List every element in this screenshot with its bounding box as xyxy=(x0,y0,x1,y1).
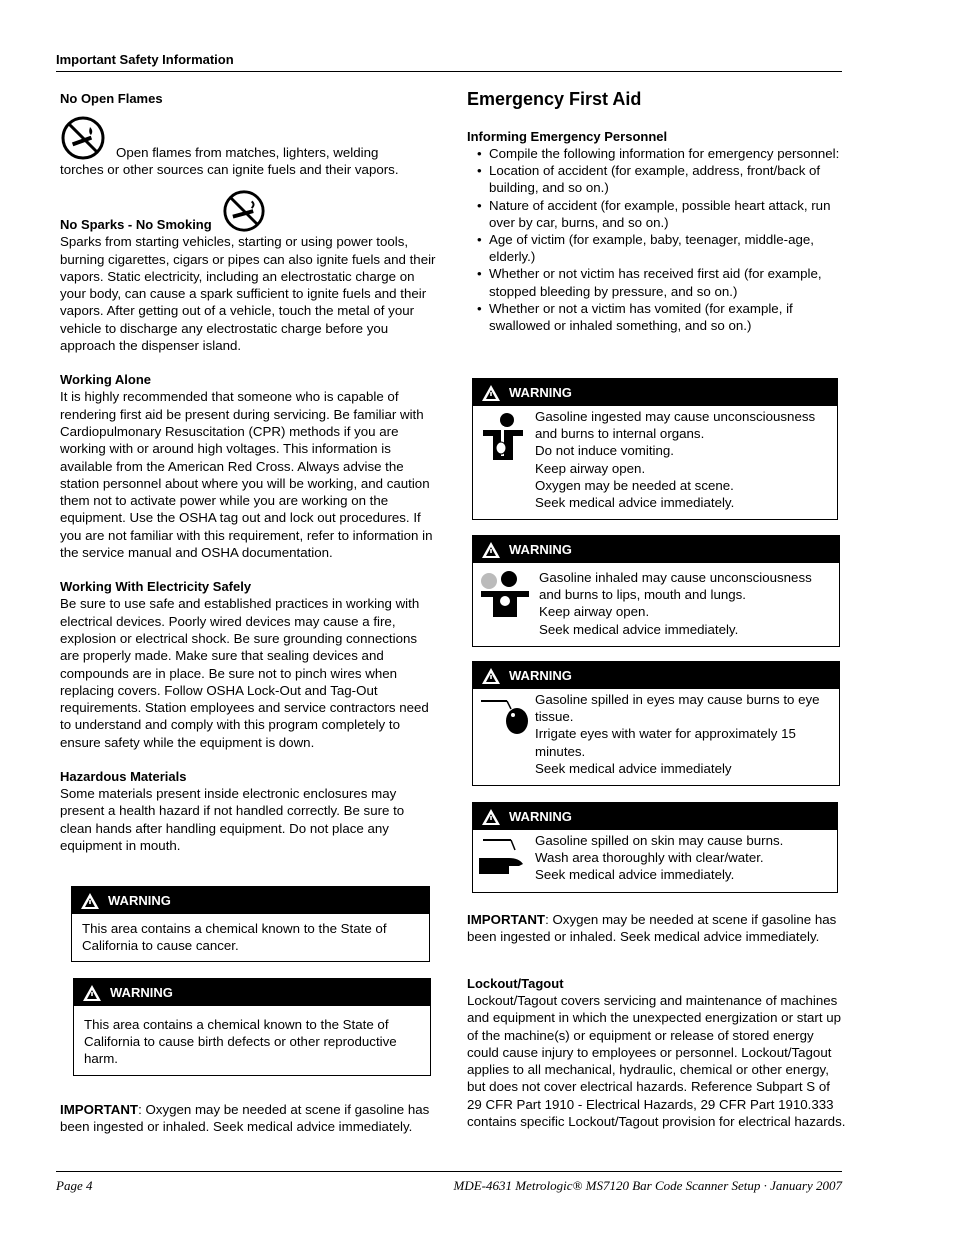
no-open-flames-section xyxy=(60,90,438,178)
warning-label: WARNING xyxy=(110,985,173,1000)
left-column xyxy=(60,90,438,871)
document-title: MDE-4631 Metrologic® MS7120 Bar Code Scanner Setup · January 2007 xyxy=(453,1178,842,1193)
warning-line: Gasoline spilled in eyes may cause burns to eye tissue. xyxy=(535,692,820,725)
warning-triangle-icon xyxy=(80,892,100,910)
hazardous-section xyxy=(60,768,438,854)
informing-heading: Informing Emergency Personnel xyxy=(467,129,668,144)
warning-line: Keep airway open. xyxy=(539,604,650,620)
important-label: IMPORTANT xyxy=(467,912,546,927)
warning-label: WARNING xyxy=(509,385,572,400)
warning-line: Irrigate eyes with water for approximately 15 minutes. xyxy=(535,726,796,759)
inhalation-warning-box xyxy=(472,535,840,647)
no-open-flames-row xyxy=(60,115,438,161)
warning-text: This area contains a chemical known to the State of California to cause birth defects or other reproductive harm. xyxy=(84,1017,397,1067)
birth-defects-warning-box xyxy=(73,978,431,1076)
warning-triangle-icon xyxy=(82,984,102,1002)
no-flames-icon xyxy=(60,115,106,161)
list-item: • Compile the following information for emergency personnel: xyxy=(489,145,847,162)
warning-line: Gasoline inhaled may cause unconsciousness and burns to lips, mouth and lungs. xyxy=(539,570,812,603)
ingestion-icon xyxy=(477,408,529,464)
warning-lines xyxy=(535,832,783,884)
warning-label: WARNING xyxy=(509,542,572,557)
warning-label: WARNING xyxy=(509,668,572,683)
page-footer xyxy=(56,1171,842,1194)
informing-list xyxy=(467,145,847,334)
warning-lines xyxy=(539,569,833,638)
warning-label: WARNING xyxy=(108,893,171,908)
eye-splash-warning-box xyxy=(472,661,840,786)
eye-splash-icon xyxy=(477,691,529,737)
warning-body xyxy=(473,406,837,519)
skin-splash-icon xyxy=(477,832,533,876)
warning-triangle-icon xyxy=(481,667,501,685)
list-item: • Whether or not a victim has vomited (for example, if swallowed or inhaled something, and so on.) xyxy=(489,300,847,334)
warning-line: Gasoline ingested may cause unconsciousness and burns to internal organs. xyxy=(535,409,816,442)
hazardous-heading: Hazardous Materials xyxy=(60,769,187,785)
electricity-section xyxy=(60,578,438,751)
no-sparks-section xyxy=(60,189,438,354)
emergency-first-aid-title: Emergency First Aid xyxy=(467,89,642,109)
no-sparks-heading-row xyxy=(60,189,438,233)
important-note-left xyxy=(60,1101,440,1136)
no-smoking-icon xyxy=(222,189,266,233)
electricity-text: Be sure to use safe and established practices in working with electrical devices. Poorly wired devices may cause a fire, explosion or electrical shock. Be sure grounding connections are properly made. Make sure that sealing devices and compounds are in place. Be sure not to pinch wires when replacing covers. Follow OSHA Lock-Out and Tag-Out requirements. Station employees and service contractors need to understand and comply with this program completely to ensure safety while the equipment is down. xyxy=(60,596,429,750)
warning-line: Seek medical advice immediately. xyxy=(539,621,739,637)
no-open-flames-text2: torches or other sources can ignite fuels and their vapors. xyxy=(60,162,399,177)
warning-header xyxy=(473,379,837,406)
warning-line: Gasoline spilled on skin may cause burns. xyxy=(535,833,784,848)
right-column xyxy=(467,88,847,334)
warning-line: Oxygen may be needed at scene. xyxy=(535,477,734,493)
ingestion-warning-box xyxy=(472,378,838,520)
header-title: Important Safety Information xyxy=(56,52,234,67)
electricity-heading: Working With Electricity Safely xyxy=(60,579,252,595)
lockout-section xyxy=(467,975,847,1130)
warning-header xyxy=(74,979,430,1006)
warning-body xyxy=(473,830,837,892)
inhalation-icon xyxy=(477,569,533,619)
list-item: • Age of victim (for example, baby, teenager, middle-age, elderly.) xyxy=(489,231,847,265)
working-alone-text: It is highly recommended that someone who is capable of rendering first aid be present during servicing. Be familiar with Cardiopulmonary Resuscitation (CPR) methods if you are working with or around high voltages. This information is available from the American Red Cross. Always advise the station personnel about where you will be working, and caution them not to activate power while you are working on the equipment. Use the OSHA tag out and lock out procedures. If you are not familiar with this requirement, refer to information in the service manual and OSHA documentation. xyxy=(60,389,433,561)
hazardous-text: Some materials present inside electronic enclosures may present a health hazard if not handled correctly. Be sure to clean hands after handling equipment. Do not place any equipment in mouth. xyxy=(60,786,405,853)
important-label: IMPORTANT xyxy=(60,1102,139,1117)
warning-triangle-icon xyxy=(481,384,501,402)
lockout-heading: Lockout/Tagout xyxy=(467,976,564,991)
warning-header xyxy=(473,536,839,563)
no-sparks-heading: No Sparks - No Smoking xyxy=(60,217,212,233)
warning-text: This area contains a chemical known to the State of California to cause cancer. xyxy=(82,921,387,954)
important-text: : Oxygen may be needed at scene if gasoline has been ingested or inhaled. Seek medical advice immediately. xyxy=(60,1102,430,1135)
no-open-flames-text1: Open flames from matches, lighters, welding xyxy=(116,145,379,160)
list-item: • Nature of accident (for example, possible heart attack, run over by car, burns, and so on.) xyxy=(489,197,847,231)
warning-header xyxy=(72,887,429,914)
no-sparks-text: Sparks from starting vehicles, starting or using power tools, burning cigarettes, cigars or pipes can also ignite fuels and their vapors. Static electricity, including an electrostatic charge on your body, can cause a spark sufficient to ignite fuels and their vapors. After getting out of a vehicle, touch the metal of your vehicle to discharge any electrostatic charge before you approach the dispenser island. xyxy=(60,234,436,354)
list-item: • Location of accident (for example, address, front/back of building, and so on.) xyxy=(489,162,847,196)
warning-line: Wash area thoroughly with clear/water. xyxy=(535,850,764,866)
warning-triangle-icon xyxy=(481,541,501,559)
page-number: Page 4 xyxy=(56,1178,93,1193)
warning-lines xyxy=(535,408,831,511)
skin-splash-warning-box xyxy=(472,802,838,893)
page-header xyxy=(56,52,842,72)
warning-line: Seek medical advice immediately. xyxy=(535,867,735,883)
lockout-text: Lockout/Tagout covers servicing and maintenance of machines and equipment in which the unexpected energization or start up of the machine(s) or equipment or release of stored energy could cause injury to employees or personnel. Lockout/Tagout applies to all mechanical, hydraulic, chemical or other energy, but does not cover electrical hazards. Reference Subpart S of 29 CFR Part 1910 - Electrical Hazards, 29 CFR Part 1910.333 contains specific Lockout/Tagout provision for electrical hazards. xyxy=(467,993,846,1130)
warning-triangle-icon xyxy=(481,808,501,826)
working-alone-heading: Working Alone xyxy=(60,372,151,388)
warning-body xyxy=(473,563,839,646)
warning-line: Keep airway open. xyxy=(535,460,646,476)
warning-line: Seek medical advice immediately. xyxy=(535,495,735,511)
working-alone-section xyxy=(60,371,438,561)
warning-line: Seek medical advice immediately xyxy=(535,760,732,776)
warning-label: WARNING xyxy=(509,809,572,824)
warning-body xyxy=(473,689,839,785)
no-open-flames-heading: No Open Flames xyxy=(60,91,163,106)
warning-header xyxy=(473,803,837,830)
list-item: • Whether or not victim has received first aid (for example, stopped bleeding by pressure, and so on.) xyxy=(489,265,847,299)
important-note-right xyxy=(467,911,847,946)
important-text: : Oxygen may be needed at scene if gasoline has been ingested or inhaled. Seek medical advice immediately. xyxy=(467,912,837,945)
cancer-warning-box xyxy=(71,886,430,962)
warning-line: Do not induce vomiting. xyxy=(535,443,674,459)
warning-header xyxy=(473,662,839,689)
warning-lines xyxy=(535,691,833,777)
